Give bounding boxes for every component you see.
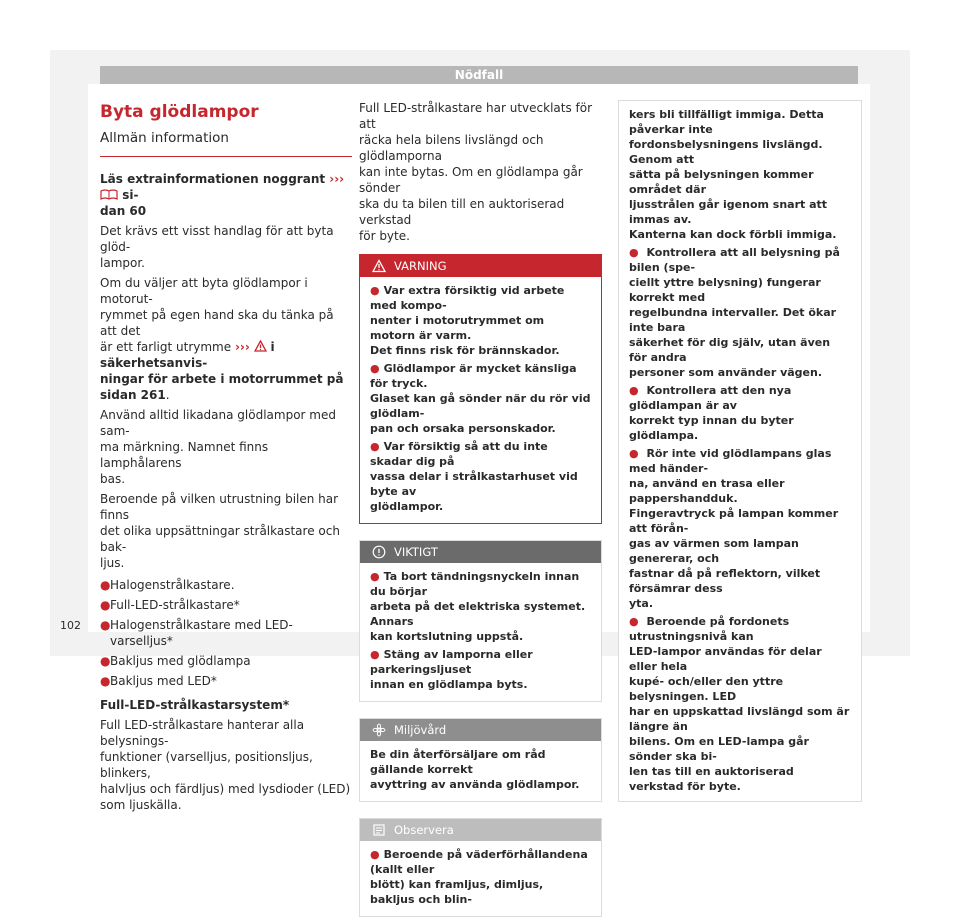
paragraph-line: lampor. (100, 256, 145, 270)
important-header (360, 541, 601, 563)
reference-text: i säkerhetsanvis- (100, 340, 275, 370)
paragraph-line: ma märkning. Namnet finns lamphålarens (100, 440, 269, 470)
list-item-text: Bakljus med glödlampa (110, 654, 251, 668)
section-header: Nödfall (100, 66, 858, 84)
paragraph-line (100, 387, 352, 403)
warning-triangle-icon (372, 259, 386, 273)
list-item (100, 597, 352, 613)
paragraph-line: Full LED-strålkastare hanterar alla belysnings- (100, 718, 305, 748)
bullet-icon: ● (629, 246, 639, 259)
warning-text: Var extra försiktig vid arbete med kompo- (370, 284, 565, 312)
note-text: yta. (629, 597, 654, 610)
bullet-icon: ● (370, 848, 380, 861)
bullet-icon: ● (629, 615, 639, 628)
section-subtitle: Allmän information (100, 129, 352, 157)
list-item (100, 653, 352, 669)
column-2 (359, 84, 602, 917)
note-text: säkerhet för dig själv, utan även för andra (629, 336, 831, 364)
note-text: har en uppskattad livslängd som är längre än (629, 705, 850, 733)
list-item-text: Halogenstrålkastare med LED-varselljus* (110, 618, 293, 648)
column-3 (618, 84, 862, 802)
warning-text: vassa delar i strålkastarhuset vid byte av (370, 470, 578, 498)
important-text: kan kortslutning uppstå. (370, 630, 524, 643)
note-text: regelbundna intervaller. Det ökar inte bara (629, 306, 837, 334)
book-icon (100, 189, 118, 200)
reference-text: ningar för arbete i motorrummet på (100, 372, 344, 386)
note-text: kers bli tillfälligt immiga. Detta påverkar inte (629, 108, 824, 136)
warning-text: pan och orsaka personskador. (370, 422, 556, 435)
bullet-icon: ● (100, 598, 111, 612)
warning-text: glödlampor. (370, 500, 444, 513)
paragraph-text: . (165, 388, 170, 402)
note-text: len tas till en auktoriserad verkstad för byte. (629, 765, 794, 793)
paragraph-line: rymmet på egen hand ska du tänka på att det (100, 308, 334, 338)
note-text: LED-lampor användas för delar eller hela (629, 645, 822, 673)
page-content (88, 84, 870, 906)
warning-box (359, 254, 602, 524)
note-text: ciellt yttre belysning) fungerar korrekt med (629, 276, 821, 304)
important-text: Ta bort tändningsnyckeln innan du börjar (370, 570, 580, 598)
list-item (100, 617, 352, 649)
list-item-text: Full-LED-strålkastare* (110, 598, 240, 612)
warning-text: Var försiktig så att du inte skadar dig på (370, 440, 548, 468)
note-line (629, 245, 851, 380)
note-icon (372, 823, 386, 837)
environment-line (370, 747, 591, 792)
paragraph-line: Om du väljer att byta glödlampor i motorut- (100, 276, 308, 306)
list-item (100, 577, 352, 593)
paragraph-text: är ett farligt utrymme (100, 340, 232, 354)
important-text: Stäng av lamporna eller parkeringsljuset (370, 648, 533, 676)
note-text: bilens. Om en LED-lampa går sönder ska bi- (629, 735, 809, 763)
important-line (370, 569, 591, 644)
note-text: Kanterna kan dock förbli immiga. (629, 228, 837, 241)
list-item-text: Halogenstrålkastare. (110, 578, 235, 592)
paragraph-line: Full LED-strålkastare har utvecklats för att (359, 101, 593, 131)
note-text: Fingeravtryck på lampan kommer att förån- (629, 507, 839, 535)
warning-triangle-icon (254, 340, 267, 352)
note-text: blött) kan framljus, dimljus, bakljus och blin- (370, 878, 544, 906)
warning-text: Det finns risk för brännskador. (370, 344, 560, 357)
warning-line (370, 361, 591, 436)
paragraph-line: ska du ta bilen till en auktoriserad verkstad (359, 197, 565, 227)
note-text: personer som använder vägen. (629, 366, 823, 379)
note-text: fastnar då på reflektorn, vilket försämrar dess (629, 567, 821, 595)
note-text: Rör inte vid glödlampans glas med händer- (629, 447, 832, 475)
column-1 (100, 84, 352, 813)
arrow-icon: ››› (329, 172, 345, 186)
reference-page[interactable]: dan 60 (100, 204, 147, 218)
note-text: gas av värmen som lampan genererar, och (629, 537, 799, 565)
reference-line (100, 171, 352, 203)
note-continuation-box (618, 100, 862, 802)
page-title: Byta glödlampor (100, 102, 259, 122)
warning-text: Glaset kan gå sönder när du rör vid glödlam- (370, 392, 591, 420)
paragraph-line: ljus. (100, 556, 125, 570)
page-number: 102 (60, 619, 81, 632)
note-text: Beroende på väderförhållandena (kallt eller (370, 848, 588, 876)
note-line (629, 383, 851, 443)
bullet-icon: ● (629, 384, 639, 397)
reference-text-2: si- (122, 188, 139, 202)
environment-title: Miljövård (394, 723, 447, 737)
arrow-icon: ››› (234, 340, 250, 354)
paragraph-line (100, 339, 352, 371)
note-header (360, 819, 601, 841)
warning-body (360, 277, 601, 523)
note-text: fordonsbelysningens livslängd. Genom att (629, 138, 823, 166)
bullet-icon: ● (370, 648, 380, 661)
bullet-icon: ● (370, 570, 380, 583)
paragraph-line: kan inte bytas. Om en glödlampa går sönder (359, 165, 583, 195)
bullet-icon: ● (100, 618, 111, 632)
paragraph-line: halvljus och färdljus) med lysdioder (LED) (100, 782, 351, 796)
subsection-heading: Full-LED-strålkastarsystem* (100, 698, 290, 712)
warning-title: VARNING (394, 259, 447, 273)
warning-line (370, 439, 591, 514)
bullet-icon: ● (100, 578, 111, 592)
note-line (629, 107, 851, 242)
important-text: innan en glödlampa byts. (370, 678, 528, 691)
note-line (370, 847, 591, 907)
info-circle-icon (372, 545, 386, 559)
note-body (360, 841, 601, 916)
note-box (359, 818, 602, 917)
paragraph-line: funktioner (varselljus, positionsljus, blinkers, (100, 750, 313, 780)
paragraph-line: Det krävs ett visst handlag för att byta glöd- (100, 224, 334, 254)
warning-text: Glödlampor är mycket känsliga för tryck. (370, 362, 577, 390)
reference-text: Läs extrainformationen noggrant (100, 172, 326, 186)
warning-text: nenter i motorutrymmet om motorn är varm. (370, 314, 545, 342)
environment-text: avyttring av använda glödlampor. (370, 778, 580, 791)
list-item-text: Bakljus med LED* (110, 674, 217, 688)
paragraph-line: Använd alltid likadana glödlampor med sam- (100, 408, 336, 438)
note-line (629, 446, 851, 611)
paragraph-line: för byte. (359, 229, 410, 243)
note-text: ljusstrålen går igenom snart att immas av. (629, 198, 828, 226)
bullet-icon: ● (370, 284, 380, 297)
note-title: Observera (394, 823, 454, 837)
note-line (629, 614, 851, 794)
note-continuation-body (619, 101, 861, 801)
important-text: arbeta på det elektriska systemet. Annars (370, 600, 586, 628)
bullet-icon: ● (370, 440, 380, 453)
bullet-icon: ● (370, 362, 380, 375)
environment-body (360, 741, 601, 801)
environment-text: Be din återförsäljare om råd gällande korrekt (370, 748, 546, 776)
list-item (100, 673, 352, 689)
reference-page[interactable]: sidan 261 (100, 388, 166, 402)
headlight-list (100, 577, 352, 689)
bullet-icon: ● (100, 674, 111, 688)
warning-line (370, 283, 591, 358)
paragraph-line: som ljuskälla. (100, 798, 182, 812)
note-text: korrekt typ innan du byter glödlampa. (629, 414, 794, 442)
paragraph-line: bas. (100, 472, 126, 486)
note-text: kupé- och/eller den yttre belysningen. LED (629, 675, 784, 703)
paragraph-line: räcka hela bilens livslängd och glödlamporna (359, 133, 544, 163)
warning-header (360, 255, 601, 277)
paragraph-line: det olika uppsättningar strålkastare och bak- (100, 524, 340, 554)
environment-icon (372, 723, 386, 737)
note-text: Beroende på fordonets utrustningsnivå kan (629, 615, 790, 643)
important-line (370, 647, 591, 692)
environment-box (359, 718, 602, 802)
important-box (359, 540, 602, 702)
paragraph-line: Beroende på vilken utrustning bilen har finns (100, 492, 339, 522)
bullet-icon: ● (629, 447, 639, 460)
environment-header (360, 719, 601, 741)
note-text: Kontrollera att den nya glödlampan är av (629, 384, 792, 412)
bullet-icon: ● (100, 654, 111, 668)
note-text: Kontrollera att all belysning på bilen (spe- (629, 246, 840, 274)
note-text: na, använd en trasa eller pappershandduk. (629, 477, 785, 505)
important-body (360, 563, 601, 701)
note-text: sätta på belysningen kommer området där (629, 168, 814, 196)
important-title: VIKTIGT (394, 545, 438, 559)
